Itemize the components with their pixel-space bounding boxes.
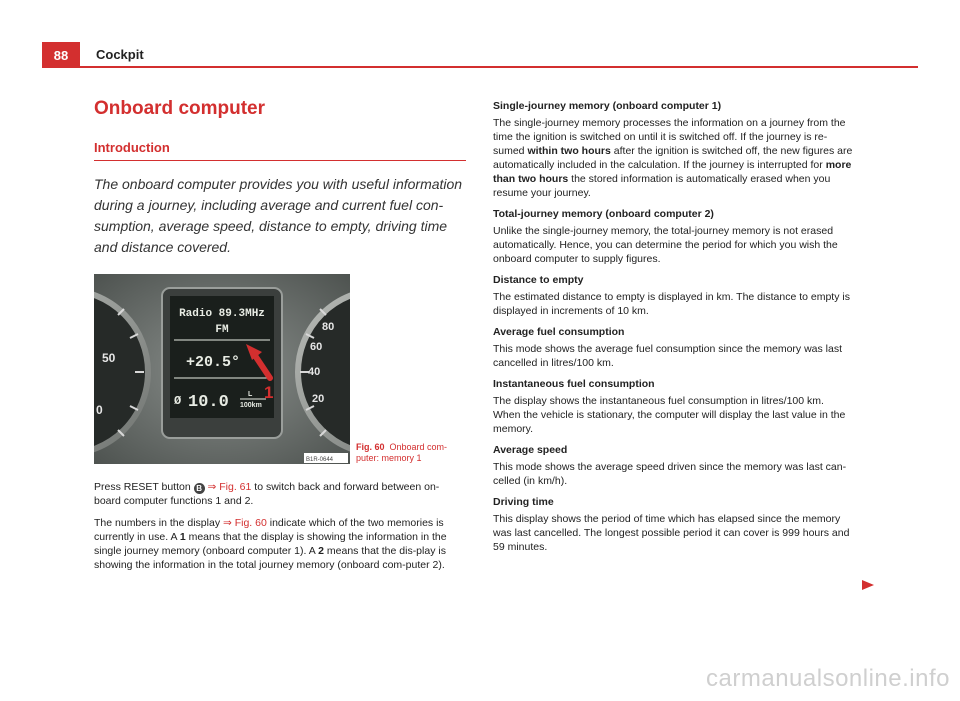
display-average-symbol: Ø: [174, 394, 182, 408]
right-gauge-number-40: 40: [308, 366, 321, 378]
left-body-text: [94, 480, 466, 572]
item-body-distance-to-empty: The estimated distance to empty is displayed in km. The distance to empty is displayed in increments of 10 km.: [493, 291, 850, 317]
dashboard-figure: [94, 274, 350, 464]
item-title-average-speed: Average speed: [493, 444, 568, 456]
right-gauge-number-60: 60: [310, 341, 323, 353]
display-unit-top: L: [248, 391, 253, 398]
item-body-average-fuel: This mode shows the average fuel consumption since the memory was last cancelled in litres/100 km.: [493, 343, 842, 369]
figure-marker-1: 1: [264, 383, 274, 402]
item-body-average-speed: This mode shows the average speed driven since the memory was last can-celled (in km/h).: [493, 461, 847, 487]
fig-60-link[interactable]: ⇒ Fig. 60: [223, 517, 267, 529]
figure-caption-text: Onboard com-puter: memory 1: [356, 442, 448, 463]
memory-paragraph: The numbers in the display ⇒ Fig. 60 indicate which of the two memories is currently in use. A 1 means that the display is showing the information in the single journey memory (onboard computer 1). A 2 means that the dis-play is showing the information in the total journey memory (onboard com-puter 2).: [94, 517, 447, 571]
display-unit-bottom: 100km: [240, 402, 262, 409]
item-title-single-journey: Single-journey memory (onboard computer 1): [493, 100, 722, 112]
reset-paragraph: Press RESET button B ⇒ Fig. 61 to switch back and forward between on-board computer functions 1 and 2.: [94, 481, 440, 507]
display-consumption-value: 10.0: [188, 393, 229, 412]
display-band-line: FM: [215, 324, 229, 336]
figure-block: [94, 274, 466, 464]
item-body-total-journey: Unlike the single-journey memory, the total-journey memory is not erased automatically. Hence, you can determine the period for which you wish the onboard computer to supply figures.: [493, 225, 838, 265]
right-column: [493, 99, 853, 561]
item-body-single-journey: The single-journey memory processes the information on a journey from the time the ignition is switched on until it is switched off. If the journey is re-sumed within two hours after the ignition is switched off, the new figures are automatically included in the calculation. If the journey is interrupted for more than two hours the stored information is automatically erased when you resume your journey.: [493, 117, 853, 199]
b-key-icon: B: [194, 483, 205, 494]
display-temperature: +20.5°: [186, 354, 241, 371]
figure-caption: [356, 442, 464, 464]
intro-paragraph: The onboard computer provides you with useful information during a journey, including average and current fuel con-sumption, average speed, distance to empty, driving time and distance covered.: [94, 176, 463, 255]
right-gauge-number-80: 80: [322, 321, 335, 333]
item-title-total-journey: Total-journey memory (onboard computer 2): [493, 208, 714, 220]
watermark: carmanualsonline.info: [706, 665, 950, 692]
section-header: Cockpit: [96, 47, 144, 62]
right-gauge-number-20: 20: [312, 393, 325, 405]
page-title: Onboard computer: [94, 98, 266, 119]
item-title-instantaneous-fuel: Instantaneous fuel consumption: [493, 378, 655, 390]
left-column: [94, 98, 466, 580]
header-rule: [80, 66, 918, 68]
image-code: B1R-0644: [306, 457, 334, 463]
page-number-badge: 88: [42, 42, 80, 68]
fig-61-link[interactable]: ⇒ Fig. 61: [207, 481, 252, 493]
item-body-instantaneous-fuel: The display shows the instantaneous fuel consumption in litres/100 km. When the vehicle is stationary, the computer will display the last value in the memory.: [493, 395, 846, 435]
item-title-average-fuel: Average fuel consumption: [493, 326, 625, 338]
left-gauge-number-0: 0: [96, 403, 103, 417]
item-title-driving-time: Driving time: [493, 496, 554, 508]
left-gauge-number-50: 50: [102, 351, 116, 365]
figure-caption-label: Fig. 60: [356, 442, 385, 452]
display-radio-line: Radio 89.3MHz: [179, 308, 265, 320]
continue-arrow-icon: [862, 577, 874, 595]
item-body-driving-time: This display shows the period of time which has elapsed since the memory was last cancelled. The longest possible period it can cover is 999 hours and 59 minutes.: [493, 513, 850, 553]
item-title-distance-to-empty: Distance to empty: [493, 274, 584, 286]
subsection-title: Introduction: [94, 140, 466, 161]
